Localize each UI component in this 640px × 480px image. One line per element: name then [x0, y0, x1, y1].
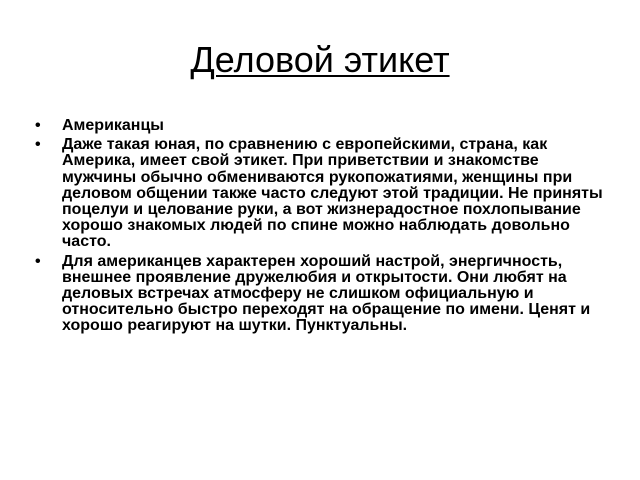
bullet-item — [35, 254, 605, 335]
bullet-text: Даже такая юная, по сравнению с европейскими, страна, как Америка, имеет свой этикет. При приветствии и знакомстве мужчины обычно обмениваются рукопожатиями, женщины при деловом общении также часто следуют этой традиции. Не приняты поцелуи и целование руки, а вот жизнерадостное похлопывание хорошо знакомых людей по спине можно наблюдать довольно часто. — [62, 136, 603, 251]
bullet-icon: • — [35, 136, 41, 154]
slide-title: Деловой этикет — [190, 39, 450, 80]
bullet-item — [35, 118, 605, 134]
bullet-list — [35, 118, 605, 338]
bullet-item — [35, 137, 605, 250]
bullet-text: Американцы — [62, 117, 164, 134]
bullet-icon: • — [35, 117, 41, 134]
bullet-text: Для американцев характерен хороший настрой, энергичность, внешнее проявление дружелюбия и открытости. Они любят на деловых встречах атмосферу не слишком официальную и относительно быстро переходят на обращение по имени. Ценят и хорошо реагируют на шутки. Пунктуальны. — [62, 252, 591, 335]
bullet-icon: • — [35, 252, 41, 270]
